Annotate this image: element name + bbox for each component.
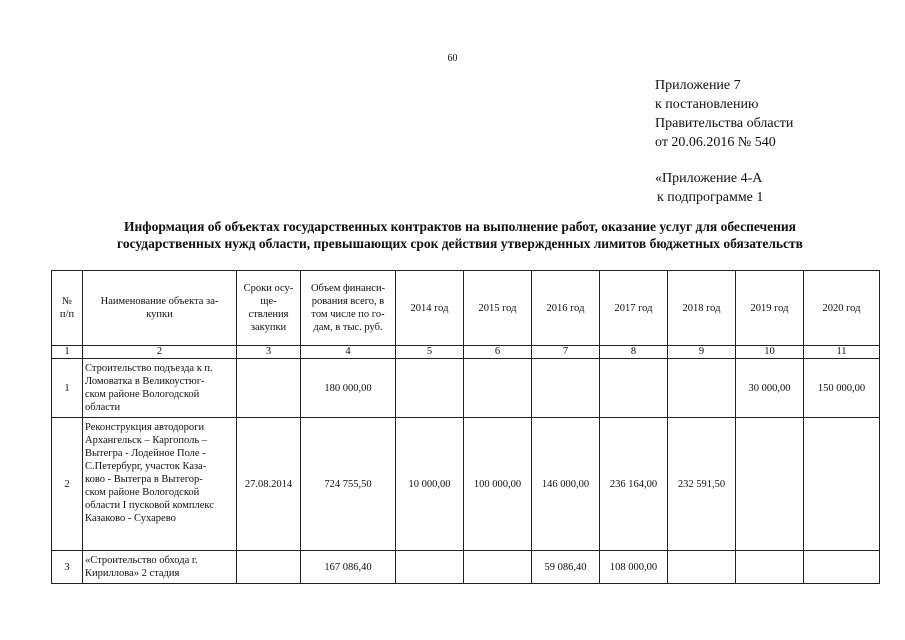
column-number-row: [52, 346, 880, 359]
column-number: 5: [396, 346, 464, 359]
object-name-text: Реконструкция автодороги Архангельск – Каргополь – Вытегра - Лодейное Поле - С.Петербург, участок Каза- ково - Вытегра в Вытегор- ском районе Вологодской области I пусковой комплекс Казаково - Сухарево: [85, 422, 214, 524]
header-cell: [301, 271, 396, 346]
amount-2019: 30 000,00: [736, 359, 804, 418]
object-name: [83, 359, 237, 418]
amount-2015: 100 000,00: [464, 418, 532, 551]
appendix-line: «Приложение 4-А: [655, 171, 763, 186]
header-cell: 2017 год: [600, 271, 668, 346]
header-cell: [237, 271, 301, 346]
amount-2019: [736, 551, 804, 584]
appendix-line: от 20.06.2016 № 540: [655, 135, 776, 150]
object-name-text: Строительство подъезда к п. Ломоватка в Великоустюг- ском районе Вологодской области: [85, 363, 213, 413]
column-number: 6: [464, 346, 532, 359]
header-cell: [52, 271, 83, 346]
procurement-term: 27.08.2014: [237, 418, 301, 551]
header-cell: 2014 год: [396, 271, 464, 346]
procurement-term: [237, 551, 301, 584]
table-row: [52, 359, 880, 418]
object-name-text: «Строительство обхода г. Кириллова» 2 стадия: [85, 555, 198, 579]
total-amount: 180 000,00: [301, 359, 396, 418]
column-number: 8: [600, 346, 668, 359]
object-name: [83, 418, 237, 551]
table-row: [52, 418, 880, 551]
header-cell: 2020 год: [804, 271, 880, 346]
appendix-line: Приложение 7: [655, 78, 741, 93]
column-number: 9: [668, 346, 736, 359]
amount-2018: 232 591,50: [668, 418, 736, 551]
amount-2015: [464, 551, 532, 584]
row-number: 1: [52, 359, 83, 418]
object-name: [83, 551, 237, 584]
appendix-gap: [655, 152, 793, 169]
header-cell: 2016 год: [532, 271, 600, 346]
amount-2014: [396, 359, 464, 418]
row-number: 2: [52, 418, 83, 551]
total-amount: 724 755,50: [301, 418, 396, 551]
row-number: 3: [52, 551, 83, 584]
header-text: Объем финанси- рования всего, в том числе по го- дам, в тыс. руб.: [310, 283, 386, 333]
amount-2016: [532, 359, 600, 418]
title-line: Информация об объектах государственных контрактов на выполнение работ, оказание услуг для обеспечения: [124, 219, 796, 234]
header-cell: [83, 271, 237, 346]
column-number: 2: [83, 346, 237, 359]
header-cell: 2019 год: [736, 271, 804, 346]
column-number: 4: [301, 346, 396, 359]
header-cell: 2015 год: [464, 271, 532, 346]
appendix-line: к подпрограмме 1: [657, 190, 764, 205]
amount-2020: 150 000,00: [804, 359, 880, 418]
page-number: 60: [447, 53, 458, 64]
amount-2015: [464, 359, 532, 418]
column-number: 10: [736, 346, 804, 359]
appendix-line: Правительства области: [655, 116, 794, 131]
column-number: 3: [237, 346, 301, 359]
column-number: 11: [804, 346, 880, 359]
amount-2014: [396, 551, 464, 584]
amount-2016: 146 000,00: [532, 418, 600, 551]
amount-2018: [668, 551, 736, 584]
document-title: [40, 218, 880, 252]
header-text: Наименование объекта за- купки: [100, 296, 219, 320]
amount-2017: [600, 359, 668, 418]
amount-2017: 236 164,00: [600, 418, 668, 551]
column-number: 7: [532, 346, 600, 359]
amount-2019: [736, 418, 804, 551]
amount-2020: [804, 551, 880, 584]
title-line: государственных нужд области, превышающих срок действия утвержденных лимитов бюджетных обязательств: [117, 236, 803, 251]
header-text: Сроки осу- ще- ствления закупки: [243, 283, 294, 333]
amount-2018: [668, 359, 736, 418]
table-row: [52, 551, 880, 584]
column-number: 1: [52, 346, 83, 359]
appendix-block: [655, 76, 793, 207]
table-header-row: [52, 271, 880, 346]
header-text: № п/п: [59, 296, 75, 320]
amount-2017: 108 000,00: [600, 551, 668, 584]
header-cell: 2018 год: [668, 271, 736, 346]
procurement-term: [237, 359, 301, 418]
appendix-line: к постановлению: [655, 97, 759, 112]
amount-2020: [804, 418, 880, 551]
total-amount: 167 086,40: [301, 551, 396, 584]
amount-2016: 59 086,40: [532, 551, 600, 584]
contracts-table: [51, 270, 880, 584]
amount-2014: 10 000,00: [396, 418, 464, 551]
